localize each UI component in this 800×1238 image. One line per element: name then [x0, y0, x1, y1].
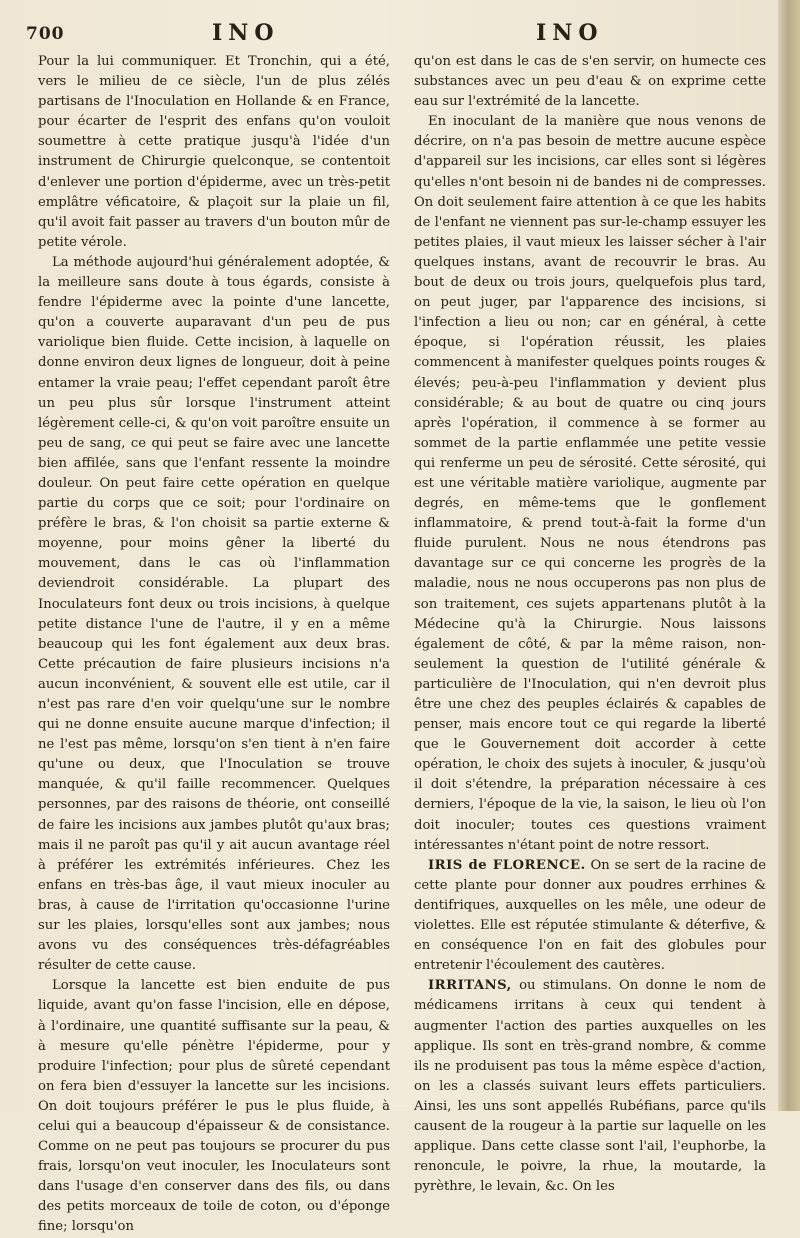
entry-text: On se sert de la racine de cette plante pour donner aux poudres errhines & dentifriques, auxquelles on les mêle, une odeur de violettes. Elle est réputée stimulante & déterfive, & en conséquence l'on en fait des globules pour entretenir l'écoulement des cautères.	[414, 857, 766, 974]
page-number: 700	[26, 24, 65, 44]
dictionary-entry-iris	[414, 856, 766, 977]
entry-title: IRIS de FLORENCE.	[428, 857, 586, 873]
dictionary-entry-irritans	[414, 976, 766, 1197]
running-head-right: INO	[536, 20, 604, 46]
right-column	[414, 52, 766, 1197]
page-edge-shadow	[778, 0, 800, 1111]
paragraph: En inoculant de la manière que nous venons de décrire, on n'a pas besoin de mettre aucune espèce d'appareil sur les incisions, car elles sont si légères qu'elles n'ont besoin ni de bandes ni de compresses. On doit seulement faire attention à ce que les habits de l'enfant ne viennent pas sur-le-champ essuyer les petites plaies, il vaut mieux les laisser sécher à l'air quelques instans, avant de recouvrir le bras. Au bout de deux ou trois jours, quelquefois plus tard, on peut juger, par l'apparence des incisions, si l'infection a lieu ou non; car en général, à cette époque, si l'opération réussit, les plaies commencent à manifester quelques points rouges & élevés; peu-à-peu l'inflammation y devient plus considérable; & au bout de quatre ou cinq jours après l'opération, il commence à se former au sommet de la partie enflammée une petite vessie qui renferme un peu de sérosité. Cette sérosité, qui est une véritable matière variolique, augmente par degrés, en même-tems que le gonflement inflammatoire, & prend tout-à-fait la forme d'un fluide purulent. Nous ne nous étendrons pas davantage sur ce qui concerne les progrès de la maladie, nous ne nous occuperons pas non plus de son traitement, ces sujets appartenans plutôt à la Médecine qu'à la Chirurgie. Nous laissons également de côté, & par la même raison, non-seulement la question de l'utilité générale & particulière de l'Inoculation, qui n'en devroit plus être une chez des peuples éclairés & capables de penser, mais encore tout ce qui regarde la liberté que le Gouvernement doit accorder à cette opération, le choix des sujets à inoculer, & jusqu'où il doit s'étendre, la préparation nécessaire à ces derniers, l'époque de la vie, la saison, le lieu où l'on doit inoculer; toutes ces questions vraiment intéressantes n'étant point de notre ressort.	[414, 114, 766, 853]
paragraph: Lorsque la lancette est bien enduite de pus liquide, avant qu'on fasse l'incision, elle en dépose, à l'ordinaire, une quantité suffisante sur la peau, & à mesure qu'elle pénètre l'épiderme, pour y produire l'infection; pour plus de sûreté cependant on fera bien d'essuyer la lancette sur les incisions. On doit toujours préférer le pus le plus fluide, à celui qui a beaucoup d'épaisseur & de consistance. Comme on ne peut pas toujours se procurer du pus frais, lorsqu'on veut inoculer, les Inoculateurs sont dans l'usage d'en conserver dans des fils, ou dans des petits morceaux de toile de coton, ou d'éponge fine; lorsqu'on	[38, 978, 390, 1235]
paragraph: Pour la lui communiquer. Et Tronchin, qui a été, vers le milieu de ce siècle, l'un de plus zélés partisans de l'Inoculation en Hollande & en France, pour écarter de l'esprit des enfans qu'on vouloit soumettre à cette pratique jusqu'à l'idée d'un instrument de Chirurgie quelconque, se contentoit d'enlever une portion d'épiderme, avec un très-petit emplâtre véficatoire, & plaçoit sur la plaie un fil, qu'il avoit fait passer au travers d'un bouton mûr de petite vérole.	[38, 54, 390, 250]
paragraph: La méthode aujourd'hui généralement adoptée, & la meilleure sans doute à tous égards, consiste à fendre l'épiderme avec la pointe d'une lancette, qu'on a couverte auparavant d'un peu de pus variolique bien fluide. Cette incision, à laquelle on donne environ deux lignes de longueur, doit à peine entamer la vraie peau; l'effet cependant paroît être un peu plus sûr lorsque l'instrument atteint légèrement celle-ci, & qu'on voit paroître ensuite un peu de sang, ce qui peut se faire avec une lancette bien affilée, sans que l'enfant ressente la moindre douleur. On peut faire cette opération en quelque partie du corps que ce soit; pour l'ordinaire on préfère le bras, & l'on choisit sa partie externe & moyenne, pour moins gêner la liberté du mouvement, dans le cas où l'inflammation deviendroit considérable. La plupart des Inoculateurs font deux ou trois incisions, à quelque petite distance l'une de l'autre, il y en a même beaucoup qui les font également aux deux bras. Cette précaution de faire plusieurs incisions n'a aucun inconvénient, & souvent elle est utile, car il n'est pas rare d'en voir quelqu'une sur le nombre qui ne donne ensuite aucune marque d'infection; il ne l'est pas même, lorsqu'on s'en tient à n'en faire qu'une ou deux, que l'Inoculation se trouve manquée, & qu'il faille recommencer. Quelques personnes, par des raisons de théorie, ont conseillé de faire les incisions aux jambes plutôt qu'aux bras; mais il ne paroît pas qu'il y ait aucun avantage réel à préférer les extrémités inférieures. Chez les enfans en très-bas âge, il vaut mieux inoculer au bras, à cause de l'irritation qu'occasionne l'urine sur les plaies, lorsqu'elles sont aux jambes; nous avons vu des conséquences très-défagréables résulter de cette cause.	[38, 254, 390, 974]
left-column	[38, 52, 390, 1238]
page-header	[0, 14, 780, 48]
paragraph: qu'on est dans le cas de s'en servir, on humecte ces substances avec un peu d'eau & on exprime cette eau sur l'extrémité de la lancette.	[414, 54, 766, 110]
entry-title: IRRITANS,	[428, 978, 512, 994]
entry-text: ou stimulans. On donne le nom de médicamens irritans à ceux qui tendent à augmenter l'action des parties auxquelles on les applique. Ils sont en très-grand nombre, & comme ils ne produisent pas tous la même espèce d'action, on les a classés suivant leurs effets particuliers. Ainsi, les uns sont appellés Rubéfians, parce qu'ils causent de la rougeur à la partie sur laquelle on les applique. Dans cette classe sont l'ail, l'euphorbe, la renoncule, le poivre, la rhue, la moutarde, la pyrèthre, le levain, &c. On les	[414, 978, 766, 1195]
running-head-left: INO	[212, 20, 280, 46]
